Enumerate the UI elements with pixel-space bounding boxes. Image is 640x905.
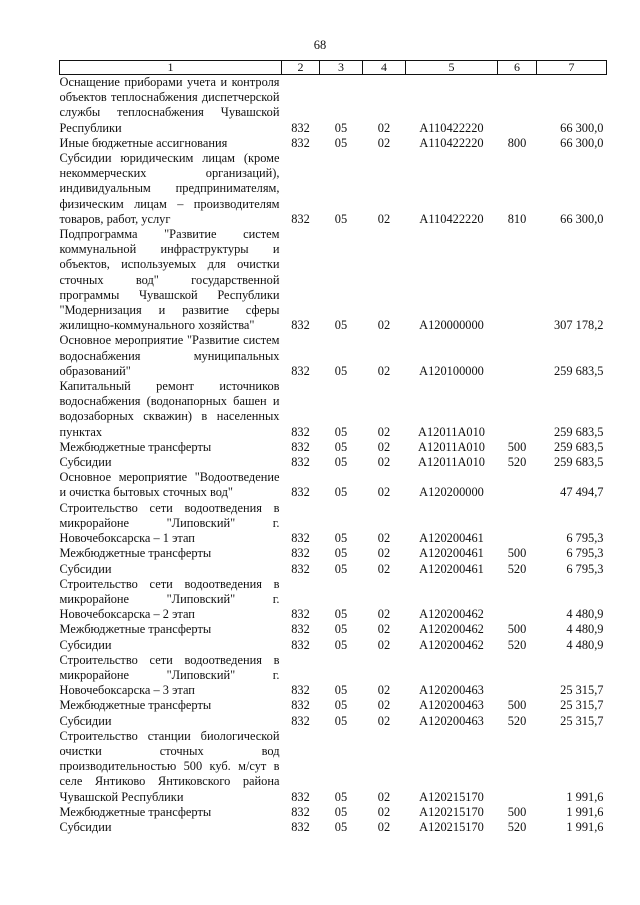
amount-cell: 4 480,9 <box>566 607 604 622</box>
expense-type-cell <box>498 333 537 379</box>
column-header: 4 <box>363 61 406 75</box>
subsection-code-cell: 02 <box>377 622 391 637</box>
table-row <box>60 136 607 151</box>
ministry-code-cell: 832 <box>291 622 310 637</box>
ministry-code-cell: 832 <box>291 424 310 439</box>
row-name-cell: Субсидии <box>59 561 112 576</box>
row-name-cell: Субсидии <box>59 455 112 470</box>
section-code-cell: 05 <box>334 455 348 470</box>
table-row <box>60 638 607 653</box>
section-code-cell: 05 <box>334 819 348 834</box>
ministry-code-cell: 832 <box>291 318 310 333</box>
section-code-cell: 05 <box>334 211 348 226</box>
section-code-cell: 05 <box>334 804 348 819</box>
section-code-cell: 05 <box>334 713 348 728</box>
amount-cell: 4 480,9 <box>566 637 604 652</box>
ministry-code-cell: 832 <box>291 135 310 150</box>
row-name-cell: Строительство сети водоотведения в микрорайоне "Липовский" г. Новочебоксарска – 3 этап <box>59 652 280 698</box>
subsection-code-cell: 02 <box>377 683 391 698</box>
subsection-code-cell: 02 <box>377 120 391 135</box>
section-code-cell: 05 <box>334 120 348 135</box>
row-name-cell: Оснащение приборами учета и контроля объектов теплоснабжения диспетчерской службы теплоснабжения Чувашской Республики <box>59 75 280 135</box>
table-row <box>60 546 607 561</box>
row-name-cell: Строительство сети водоотведения в микрорайоне "Липовский" г. Новочебоксарска – 2 этап <box>59 576 280 622</box>
amount-cell: 6 795,3 <box>566 546 604 561</box>
ministry-code-cell: 832 <box>291 455 310 470</box>
column-header: 7 <box>537 61 607 75</box>
expense-type-cell: 520 <box>507 561 527 576</box>
ministry-code-cell: 832 <box>291 561 310 576</box>
target-article-cell: А120200463 <box>419 713 484 728</box>
expense-type-cell <box>498 75 537 136</box>
subsection-code-cell: 02 <box>377 485 391 500</box>
expense-type-cell <box>498 729 537 805</box>
row-name-cell: Капитальный ремонт источников водоснабжения (водонапорных башен и водозаборных скважин) в населенных пунктах <box>59 379 280 439</box>
section-code-cell: 05 <box>334 637 348 652</box>
expense-type-cell: 500 <box>507 804 527 819</box>
amount-cell: 259 683,5 <box>553 455 604 470</box>
row-name-cell: Субсидии <box>59 637 112 652</box>
subsection-code-cell: 02 <box>377 804 391 819</box>
ministry-code-cell: 832 <box>291 546 310 561</box>
amount-cell: 1 991,6 <box>566 804 604 819</box>
table-row <box>60 75 607 136</box>
amount-cell: 307 178,2 <box>553 318 604 333</box>
expense-type-cell <box>498 577 537 623</box>
table-row <box>60 714 607 729</box>
section-code-cell: 05 <box>334 318 348 333</box>
target-article-cell: А120000000 <box>419 318 484 333</box>
expense-type-cell <box>498 470 537 500</box>
table-row <box>60 698 607 713</box>
table-row <box>60 333 607 379</box>
row-name-cell: Межбюджетные трансферты <box>59 622 212 637</box>
subsection-code-cell: 02 <box>377 713 391 728</box>
subsection-code-cell: 02 <box>377 819 391 834</box>
ministry-code-cell: 832 <box>291 819 310 834</box>
target-article-cell: А120200462 <box>419 637 484 652</box>
budget-table <box>59 60 607 835</box>
target-article-cell: А120200461 <box>419 531 484 546</box>
expense-type-cell: 520 <box>507 637 527 652</box>
expense-type-cell <box>498 501 537 547</box>
expense-type-cell: 500 <box>507 546 527 561</box>
expense-type-cell: 520 <box>507 819 527 834</box>
expense-type-cell: 810 <box>507 211 527 226</box>
row-name-cell: Межбюджетные трансферты <box>59 546 212 561</box>
table-row <box>60 501 607 547</box>
section-code-cell: 05 <box>334 683 348 698</box>
row-name-cell: Подпрограмма "Развитие систем коммунальной инфраструктуры и объектов, используемых для очистки сточных вод" государственной программы Чувашской Республики "Модернизация и развитие сферы жилищно-коммунального хозяйства" <box>59 227 280 333</box>
subsection-code-cell: 02 <box>377 455 391 470</box>
target-article-cell: А120215170 <box>419 819 484 834</box>
amount-cell: 25 315,7 <box>560 713 604 728</box>
target-article-cell: А110422220 <box>419 211 484 226</box>
subsection-code-cell: 02 <box>377 211 391 226</box>
ministry-code-cell: 832 <box>291 698 310 713</box>
ministry-code-cell: 832 <box>291 713 310 728</box>
target-article-cell: А120200462 <box>419 622 484 637</box>
page-number: 68 <box>313 38 327 52</box>
column-header: 2 <box>282 61 320 75</box>
amount-cell: 25 315,7 <box>560 683 604 698</box>
target-article-cell: А120200463 <box>419 698 484 713</box>
subsection-code-cell: 02 <box>377 135 391 150</box>
subsection-code-cell: 02 <box>377 607 391 622</box>
amount-cell: 66 300,0 <box>560 135 604 150</box>
amount-cell: 6 795,3 <box>566 561 604 576</box>
target-article-cell: А120215170 <box>419 789 484 804</box>
amount-cell: 259 683,5 <box>553 424 604 439</box>
table-row <box>60 805 607 820</box>
target-article-cell: А120100000 <box>419 363 484 378</box>
ministry-code-cell: 832 <box>291 439 310 454</box>
expense-type-cell: 500 <box>507 622 527 637</box>
amount-cell: 6 795,3 <box>566 531 604 546</box>
ministry-code-cell: 832 <box>291 789 310 804</box>
expense-type-cell: 520 <box>507 455 527 470</box>
amount-cell: 259 683,5 <box>553 439 604 454</box>
table-row <box>60 470 607 500</box>
target-article-cell: А110422220 <box>419 120 484 135</box>
ministry-code-cell: 832 <box>291 211 310 226</box>
row-name-cell: Субсидии <box>59 819 112 834</box>
target-article-cell: А120200463 <box>419 683 484 698</box>
table-row <box>60 562 607 577</box>
amount-cell: 4 480,9 <box>566 622 604 637</box>
subsection-code-cell: 02 <box>377 637 391 652</box>
row-name-cell: Строительство сети водоотведения в микрорайоне "Липовский" г. Новочебоксарска – 1 этап <box>59 500 280 546</box>
ministry-code-cell: 832 <box>291 804 310 819</box>
section-code-cell: 05 <box>334 485 348 500</box>
ministry-code-cell: 832 <box>291 637 310 652</box>
table-row <box>60 653 607 699</box>
section-code-cell: 05 <box>334 622 348 637</box>
amount-cell: 259 683,5 <box>553 363 604 378</box>
target-article-cell: А12011А010 <box>418 424 485 439</box>
table-row <box>60 820 607 835</box>
subsection-code-cell: 02 <box>377 363 391 378</box>
subsection-code-cell: 02 <box>377 698 391 713</box>
ministry-code-cell: 832 <box>291 531 310 546</box>
row-name-cell: Иные бюджетные ассигнования <box>59 135 228 150</box>
target-article-cell: А120215170 <box>419 804 484 819</box>
subsection-code-cell: 02 <box>377 789 391 804</box>
row-name-cell: Межбюджетные трансферты <box>59 804 212 819</box>
subsection-code-cell: 02 <box>377 546 391 561</box>
subsection-code-cell: 02 <box>377 424 391 439</box>
target-article-cell: А120200462 <box>419 607 484 622</box>
expense-type-cell <box>498 227 537 333</box>
section-code-cell: 05 <box>334 698 348 713</box>
ministry-code-cell: 832 <box>291 120 310 135</box>
section-code-cell: 05 <box>334 789 348 804</box>
expense-type-cell: 520 <box>507 713 527 728</box>
table-row <box>60 455 607 470</box>
target-article-cell: А120200461 <box>419 561 484 576</box>
column-header: 3 <box>320 61 363 75</box>
table-row <box>60 440 607 455</box>
column-header: 1 <box>60 61 282 75</box>
expense-type-cell: 800 <box>507 135 527 150</box>
subsection-code-cell: 02 <box>377 531 391 546</box>
section-code-cell: 05 <box>334 607 348 622</box>
amount-cell: 47 494,7 <box>560 485 604 500</box>
table-row <box>60 729 607 805</box>
ministry-code-cell: 832 <box>291 363 310 378</box>
section-code-cell: 05 <box>334 546 348 561</box>
table-row <box>60 227 607 333</box>
table-header-row <box>60 61 607 75</box>
section-code-cell: 05 <box>334 561 348 576</box>
ministry-code-cell: 832 <box>291 683 310 698</box>
row-name-cell: Основное мероприятие "Развитие систем водоснабжения муниципальных образований" <box>59 333 280 378</box>
expense-type-cell <box>498 653 537 699</box>
row-name-cell: Основное мероприятие "Водоотведение и очистка бытовых сточных вод" <box>59 470 280 500</box>
amount-cell: 25 315,7 <box>560 698 604 713</box>
table-row <box>60 622 607 637</box>
table-row <box>60 151 607 227</box>
target-article-cell: А12011А010 <box>418 439 485 454</box>
section-code-cell: 05 <box>334 424 348 439</box>
subsection-code-cell: 02 <box>377 318 391 333</box>
target-article-cell: А120200461 <box>419 546 484 561</box>
ministry-code-cell: 832 <box>291 485 310 500</box>
amount-cell: 66 300,0 <box>560 120 604 135</box>
expense-type-cell: 500 <box>507 439 527 454</box>
target-article-cell: А12011А010 <box>418 455 485 470</box>
table-row <box>60 379 607 440</box>
section-code-cell: 05 <box>334 135 348 150</box>
expense-type-cell: 500 <box>507 698 527 713</box>
section-code-cell: 05 <box>334 363 348 378</box>
amount-cell: 66 300,0 <box>560 211 604 226</box>
target-article-cell: А110422220 <box>419 135 484 150</box>
row-name-cell: Строительство станции биологической очистки сточных вод производительностью 500 куб. м/сут в селе Янтиково Янтиковского района Чувашской Республики <box>59 728 280 804</box>
column-header: 6 <box>498 61 537 75</box>
target-article-cell: А120200000 <box>419 485 484 500</box>
column-header: 5 <box>406 61 498 75</box>
expense-type-cell <box>498 379 537 440</box>
row-name-cell: Межбюджетные трансферты <box>59 439 212 454</box>
subsection-code-cell: 02 <box>377 439 391 454</box>
section-code-cell: 05 <box>334 439 348 454</box>
ministry-code-cell: 832 <box>291 607 310 622</box>
row-name-cell: Субсидии юридическим лицам (кроме некоммерческих организаций), индивидуальным предпринимателям, физическим лицам – производителям товаров, работ, услуг <box>59 151 280 226</box>
row-name-cell: Субсидии <box>59 713 112 728</box>
row-name-cell: Межбюджетные трансферты <box>59 698 212 713</box>
amount-cell: 1 991,6 <box>566 819 604 834</box>
subsection-code-cell: 02 <box>377 561 391 576</box>
section-code-cell: 05 <box>334 531 348 546</box>
amount-cell: 1 991,6 <box>566 789 604 804</box>
table-row <box>60 577 607 623</box>
